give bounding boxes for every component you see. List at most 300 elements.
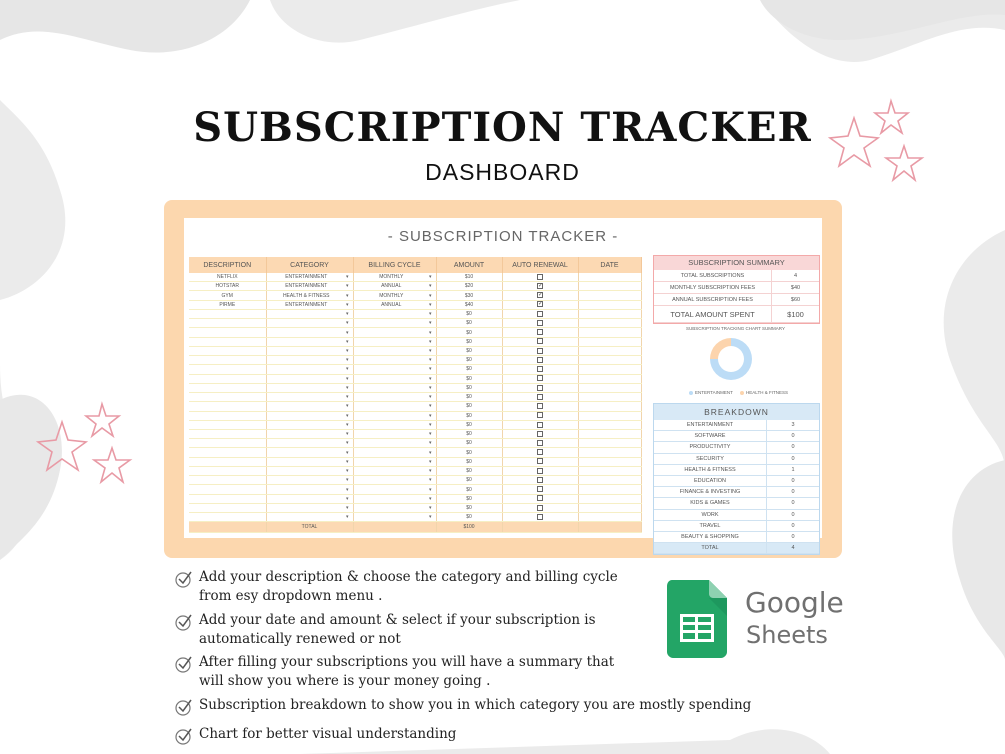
summary-row [654, 282, 819, 294]
summary-label: TOTAL SUBSCRIPTIONS [654, 270, 772, 282]
date-cell[interactable] [578, 457, 641, 466]
breakdown-row [654, 520, 819, 531]
auto-renewal-checkbox[interactable] [537, 403, 543, 409]
category-dropdown[interactable] [266, 300, 353, 309]
table-row [189, 383, 641, 392]
description-cell[interactable] [189, 457, 266, 466]
description-cell[interactable]: GYM [189, 291, 266, 300]
dropdown-caret-icon: ▾ [428, 338, 432, 345]
amount-cell[interactable]: $0 [436, 365, 502, 374]
category-dropdown[interactable] [266, 439, 353, 448]
breakdown-label: WORK [654, 509, 767, 520]
date-cell[interactable] [578, 273, 641, 282]
column-header-amount: AMOUNT [436, 257, 502, 273]
feature-text-line: Add your description & choose the category and billing cycle [199, 569, 618, 585]
google-sheets-icon [667, 580, 727, 658]
billing-cycle-dropdown[interactable] [353, 420, 436, 429]
date-cell[interactable] [578, 448, 641, 457]
table-row [189, 273, 641, 282]
breakdown-label: EDUCATION [654, 475, 767, 486]
description-cell[interactable] [189, 411, 266, 420]
date-cell[interactable] [578, 494, 641, 503]
auto-renewal-checkbox-cell[interactable] [502, 356, 578, 365]
date-cell[interactable] [578, 328, 641, 337]
category-dropdown[interactable] [266, 374, 353, 383]
table-row [189, 328, 641, 337]
auto-renewal-checkbox[interactable] [537, 514, 543, 520]
amount-cell[interactable]: $0 [436, 337, 502, 346]
category-dropdown[interactable] [266, 485, 353, 494]
dropdown-caret-icon: ▾ [428, 514, 432, 521]
description-cell[interactable] [189, 356, 266, 365]
date-cell[interactable] [578, 374, 641, 383]
summary-total-label: TOTAL AMOUNT SPENT [654, 306, 772, 323]
description-cell[interactable] [189, 402, 266, 411]
category-dropdown[interactable] [266, 448, 353, 457]
billing-value: ANNUAL [381, 301, 402, 308]
auto-renewal-checkbox[interactable] [537, 329, 543, 335]
dropdown-caret-icon: ▾ [345, 301, 349, 308]
category-dropdown[interactable] [266, 393, 353, 402]
amount-cell[interactable]: $0 [436, 485, 502, 494]
amount-cell[interactable]: $0 [436, 374, 502, 383]
billing-value: MONTHLY [379, 292, 404, 299]
dropdown-caret-icon: ▾ [428, 449, 432, 456]
amount-cell[interactable]: $0 [436, 476, 502, 485]
table-row [189, 457, 641, 466]
auto-renewal-checkbox-cell[interactable] [502, 300, 578, 309]
breakdown-value: 0 [767, 453, 820, 464]
dropdown-caret-icon: ▾ [428, 477, 432, 484]
billing-cycle-dropdown[interactable] [353, 457, 436, 466]
table-row [189, 439, 641, 448]
dropdown-caret-icon: ▾ [428, 495, 432, 502]
amount-cell[interactable]: $0 [436, 346, 502, 355]
check-circle-icon [175, 727, 193, 745]
category-dropdown[interactable] [266, 282, 353, 291]
billing-cycle-dropdown[interactable] [353, 356, 436, 365]
amount-cell[interactable]: $0 [436, 494, 502, 503]
billing-value: MONTHLY [379, 274, 404, 281]
category-dropdown[interactable] [266, 402, 353, 411]
star-icon [886, 146, 922, 180]
breakdown-row [654, 431, 819, 442]
star-icon [875, 101, 908, 133]
table-total-row [189, 522, 641, 533]
auto-renewal-checkbox-cell[interactable] [502, 383, 578, 392]
dropdown-caret-icon: ▾ [428, 440, 432, 447]
breakdown-value: 0 [767, 431, 820, 442]
check-circle-icon [175, 613, 193, 631]
auto-renewal-checkbox[interactable] [537, 375, 543, 381]
table-row [189, 476, 641, 485]
billing-cycle-dropdown[interactable] [353, 476, 436, 485]
category-dropdown[interactable] [266, 273, 353, 282]
auto-renewal-checkbox[interactable] [537, 422, 543, 428]
breakdown-title: BREAKDOWN [654, 404, 819, 420]
summary-label: MONTHLY SUBSCRIPTION FEES [654, 282, 772, 294]
category-dropdown[interactable] [266, 309, 353, 318]
auto-renewal-checkbox-cell[interactable] [502, 309, 578, 318]
amount-cell[interactable]: $0 [436, 429, 502, 438]
auto-renewal-checkbox[interactable] [537, 311, 543, 317]
breakdown-label: HEALTH & FITNESS [654, 464, 767, 475]
dropdown-caret-icon: ▾ [345, 384, 349, 391]
amount-cell[interactable]: $40 [436, 300, 502, 309]
amount-cell[interactable]: $0 [436, 393, 502, 402]
auto-renewal-checkbox-cell[interactable] [502, 337, 578, 346]
description-cell[interactable] [189, 448, 266, 457]
table-row [189, 282, 641, 291]
table-row [189, 448, 641, 457]
description-cell[interactable] [189, 503, 266, 512]
auto-renewal-checkbox[interactable] [537, 320, 543, 326]
feature-text-line: will show you where is your money going . [199, 673, 491, 689]
category-dropdown[interactable] [266, 411, 353, 420]
date-cell[interactable] [578, 439, 641, 448]
auto-renewal-checkbox-cell[interactable] [502, 476, 578, 485]
table-header-row [189, 257, 641, 273]
summary-value: 4 [772, 270, 820, 282]
breakdown-value: 0 [767, 520, 820, 531]
date-cell[interactable] [578, 356, 641, 365]
date-cell[interactable] [578, 383, 641, 392]
billing-cycle-dropdown[interactable] [353, 300, 436, 309]
column-header-description: DESCRIPTION [189, 257, 266, 273]
description-cell[interactable] [189, 513, 266, 522]
dropdown-caret-icon: ▾ [345, 292, 349, 299]
amount-cell[interactable]: $0 [436, 402, 502, 411]
column-header-date: DATE [578, 257, 641, 273]
breakdown-value: 0 [767, 531, 820, 542]
date-cell[interactable] [578, 402, 641, 411]
date-cell[interactable] [578, 282, 641, 291]
category-dropdown[interactable] [266, 346, 353, 355]
dropdown-caret-icon: ▾ [428, 292, 432, 299]
billing-cycle-dropdown[interactable] [353, 319, 436, 328]
category-dropdown[interactable] [266, 429, 353, 438]
subscription-table [189, 257, 642, 533]
auto-renewal-checkbox[interactable] [537, 458, 543, 464]
auto-renewal-checkbox-cell[interactable] [502, 411, 578, 420]
description-cell[interactable] [189, 328, 266, 337]
dropdown-caret-icon: ▾ [428, 394, 432, 401]
billing-cycle-dropdown[interactable] [353, 513, 436, 522]
description-cell[interactable] [189, 383, 266, 392]
breakdown-label: ENTERTAINMENT [654, 420, 767, 431]
breakdown-label: FINANCE & INVESTING [654, 487, 767, 498]
auto-renewal-checkbox[interactable] [537, 412, 543, 418]
auto-renewal-checkbox-cell[interactable] [502, 494, 578, 503]
feature-text-line: Chart for better visual understanding [199, 726, 457, 742]
auto-renewal-checkbox-cell[interactable] [502, 485, 578, 494]
amount-cell[interactable]: $0 [436, 503, 502, 512]
auto-renewal-checkbox[interactable] [537, 366, 543, 372]
table-row [189, 337, 641, 346]
description-cell[interactable] [189, 365, 266, 374]
dropdown-caret-icon: ▾ [345, 311, 349, 318]
amount-cell[interactable]: $0 [436, 356, 502, 365]
breakdown-row [654, 442, 819, 453]
star-icon [38, 422, 86, 470]
date-cell[interactable] [578, 476, 641, 485]
auto-renewal-checkbox[interactable] [537, 449, 543, 455]
billing-cycle-dropdown[interactable] [353, 429, 436, 438]
date-cell[interactable] [578, 503, 641, 512]
amount-cell[interactable]: $0 [436, 319, 502, 328]
table-row [189, 485, 641, 494]
description-cell[interactable] [189, 466, 266, 475]
date-cell[interactable] [578, 309, 641, 318]
table-row [189, 402, 641, 411]
auto-renewal-checkbox[interactable] [537, 338, 543, 344]
date-cell[interactable] [578, 291, 641, 300]
amount-cell[interactable]: $10 [436, 273, 502, 282]
auto-renewal-checkbox-cell[interactable] [502, 393, 578, 402]
auto-renewal-checkbox-cell[interactable] [502, 273, 578, 282]
auto-renewal-checkbox-cell[interactable] [502, 457, 578, 466]
auto-renewal-checkbox[interactable] [537, 477, 543, 483]
breakdown-panel [653, 403, 820, 555]
auto-renewal-checkbox-cell[interactable] [502, 402, 578, 411]
auto-renewal-checkbox[interactable]: ✓ [538, 292, 544, 299]
table-row [189, 420, 641, 429]
date-cell[interactable] [578, 393, 641, 402]
feature-text-line: Add your date and amount & select if your subscription is [199, 612, 596, 628]
description-cell[interactable] [189, 429, 266, 438]
billing-cycle-dropdown[interactable] [353, 374, 436, 383]
auto-renewal-checkbox[interactable] [537, 440, 543, 446]
category-dropdown[interactable] [266, 337, 353, 346]
description-cell[interactable] [189, 374, 266, 383]
table-row [189, 300, 641, 309]
date-cell[interactable] [578, 337, 641, 346]
breakdown-total-row [654, 543, 819, 554]
date-cell[interactable] [578, 411, 641, 420]
category-dropdown[interactable] [266, 291, 353, 300]
description-cell[interactable] [189, 494, 266, 503]
category-dropdown[interactable] [266, 328, 353, 337]
auto-renewal-checkbox-cell[interactable] [502, 346, 578, 355]
auto-renewal-checkbox[interactable] [537, 431, 543, 437]
auto-renewal-checkbox-cell[interactable] [502, 282, 578, 291]
table-row [189, 319, 641, 328]
billing-cycle-dropdown[interactable] [353, 291, 436, 300]
table-row [189, 466, 641, 475]
breakdown-label: BEAUTY & SHOPPING [654, 531, 767, 542]
table-row [189, 291, 641, 300]
description-cell[interactable] [189, 485, 266, 494]
description-cell[interactable]: PIRME [189, 300, 266, 309]
dropdown-caret-icon: ▾ [428, 357, 432, 364]
billing-cycle-dropdown[interactable] [353, 466, 436, 475]
auto-renewal-checkbox-cell[interactable] [502, 466, 578, 475]
billing-cycle-dropdown[interactable] [353, 282, 436, 291]
category-value: ENTERTAINMENT [285, 274, 328, 281]
breakdown-value: 0 [767, 475, 820, 486]
dropdown-caret-icon: ▾ [345, 329, 349, 336]
description-cell[interactable]: NETFLIX [189, 273, 266, 282]
column-header-category: CATEGORY [266, 257, 353, 273]
billing-cycle-dropdown[interactable] [353, 328, 436, 337]
billing-cycle-dropdown[interactable] [353, 402, 436, 411]
billing-cycle-dropdown[interactable] [353, 494, 436, 503]
amount-cell[interactable]: $0 [436, 420, 502, 429]
breakdown-row [654, 453, 819, 464]
category-dropdown[interactable] [266, 513, 353, 522]
legend-swatch-health-fitness [740, 391, 744, 395]
billing-cycle-dropdown[interactable] [353, 337, 436, 346]
date-cell[interactable] [578, 485, 641, 494]
amount-cell[interactable]: $0 [436, 513, 502, 522]
date-cell[interactable] [578, 319, 641, 328]
dropdown-caret-icon: ▾ [428, 329, 432, 336]
category-dropdown[interactable] [266, 365, 353, 374]
date-cell[interactable] [578, 420, 641, 429]
auto-renewal-checkbox-cell[interactable] [502, 503, 578, 512]
auto-renewal-checkbox-cell[interactable] [502, 513, 578, 522]
description-cell[interactable] [189, 476, 266, 485]
category-dropdown[interactable] [266, 457, 353, 466]
description-cell[interactable]: HOTSTAR [189, 282, 266, 291]
breakdown-value: 3 [767, 420, 820, 431]
category-dropdown[interactable] [266, 476, 353, 485]
description-cell[interactable] [189, 337, 266, 346]
dropdown-caret-icon: ▾ [345, 477, 349, 484]
breakdown-row [654, 487, 819, 498]
date-cell[interactable] [578, 513, 641, 522]
table-row [189, 309, 641, 318]
breakdown-row [654, 509, 819, 520]
brand-name-google: Google [745, 586, 844, 619]
amount-cell[interactable]: $0 [436, 466, 502, 475]
auto-renewal-checkbox[interactable] [537, 495, 543, 501]
auto-renewal-checkbox[interactable] [537, 505, 543, 511]
spreadsheet-preview [184, 218, 822, 552]
total-amount: $100 [436, 522, 502, 533]
date-cell[interactable] [578, 365, 641, 374]
billing-cycle-dropdown[interactable] [353, 448, 436, 457]
amount-cell[interactable]: $0 [436, 448, 502, 457]
auto-renewal-checkbox[interactable] [537, 394, 543, 400]
auto-renewal-checkbox[interactable] [537, 468, 543, 474]
star-icon [830, 118, 878, 166]
auto-renewal-checkbox[interactable] [537, 357, 543, 363]
billing-cycle-dropdown[interactable] [353, 411, 436, 420]
breakdown-label: PRODUCTIVITY [654, 442, 767, 453]
dropdown-caret-icon: ▾ [345, 421, 349, 428]
category-dropdown[interactable] [266, 503, 353, 512]
dropdown-caret-icon: ▾ [428, 486, 432, 493]
auto-renewal-checkbox[interactable] [537, 348, 543, 354]
description-cell[interactable] [189, 420, 266, 429]
amount-cell[interactable]: $0 [436, 439, 502, 448]
amount-cell[interactable]: $20 [436, 282, 502, 291]
description-cell[interactable] [189, 439, 266, 448]
auto-renewal-checkbox-cell[interactable] [502, 319, 578, 328]
auto-renewal-checkbox[interactable]: ✓ [538, 301, 544, 308]
category-value: ENTERTAINMENT [285, 301, 328, 308]
auto-renewal-checkbox[interactable] [537, 486, 543, 492]
category-dropdown[interactable] [266, 494, 353, 503]
date-cell[interactable] [578, 466, 641, 475]
dropdown-caret-icon: ▾ [345, 366, 349, 373]
billing-cycle-dropdown[interactable] [353, 383, 436, 392]
dropdown-caret-icon: ▾ [428, 366, 432, 373]
amount-cell[interactable]: $0 [436, 309, 502, 318]
category-dropdown[interactable] [266, 420, 353, 429]
dropdown-caret-icon: ▾ [345, 338, 349, 345]
auto-renewal-checkbox[interactable] [537, 385, 543, 391]
billing-cycle-dropdown[interactable] [353, 273, 436, 282]
auto-renewal-checkbox[interactable] [537, 274, 543, 280]
description-cell[interactable] [189, 393, 266, 402]
billing-cycle-dropdown[interactable] [353, 309, 436, 318]
dropdown-caret-icon: ▾ [345, 495, 349, 502]
column-header-auto-renewal: AUTO RENEWAL [502, 257, 578, 273]
date-cell[interactable] [578, 300, 641, 309]
summary-value: $60 [772, 294, 820, 306]
dropdown-caret-icon: ▾ [428, 320, 432, 327]
category-dropdown[interactable] [266, 466, 353, 475]
category-dropdown[interactable] [266, 356, 353, 365]
description-cell[interactable] [189, 319, 266, 328]
check-circle-icon [175, 655, 193, 673]
amount-cell[interactable]: $30 [436, 291, 502, 300]
amount-cell[interactable]: $0 [436, 328, 502, 337]
amount-cell[interactable]: $0 [436, 457, 502, 466]
legend-label-health-fitness: HEALTH & FITNESS [746, 390, 788, 395]
dropdown-caret-icon: ▾ [345, 283, 349, 290]
auto-renewal-checkbox-cell[interactable] [502, 328, 578, 337]
auto-renewal-checkbox-cell[interactable] [502, 439, 578, 448]
billing-cycle-dropdown[interactable] [353, 503, 436, 512]
dropdown-caret-icon: ▾ [345, 486, 349, 493]
description-cell[interactable] [189, 309, 266, 318]
auto-renewal-checkbox-cell[interactable] [502, 429, 578, 438]
billing-cycle-dropdown[interactable] [353, 365, 436, 374]
date-cell[interactable] [578, 429, 641, 438]
auto-renewal-checkbox-cell[interactable] [502, 365, 578, 374]
auto-renewal-checkbox[interactable]: ✓ [538, 283, 544, 290]
auto-renewal-checkbox-cell[interactable] [502, 448, 578, 457]
category-dropdown[interactable] [266, 383, 353, 392]
breakdown-label: SOFTWARE [654, 431, 767, 442]
amount-cell[interactable]: $0 [436, 383, 502, 392]
category-dropdown[interactable] [266, 319, 353, 328]
auto-renewal-checkbox-cell[interactable] [502, 291, 578, 300]
breakdown-label: TRAVEL [654, 520, 767, 531]
breakdown-label: SECURITY [654, 453, 767, 464]
dropdown-caret-icon: ▾ [345, 347, 349, 354]
description-cell[interactable] [189, 346, 266, 355]
date-cell[interactable] [578, 346, 641, 355]
billing-cycle-dropdown[interactable] [353, 485, 436, 494]
star-doodles-right [826, 96, 936, 196]
auto-renewal-checkbox-cell[interactable] [502, 420, 578, 429]
summary-title: SUBSCRIPTION SUMMARY [654, 256, 819, 270]
dropdown-caret-icon: ▾ [428, 431, 432, 438]
billing-cycle-dropdown[interactable] [353, 439, 436, 448]
amount-cell[interactable]: $0 [436, 411, 502, 420]
breakdown-row [654, 464, 819, 475]
auto-renewal-checkbox-cell[interactable] [502, 374, 578, 383]
dropdown-caret-icon: ▾ [428, 347, 432, 354]
billing-cycle-dropdown[interactable] [353, 346, 436, 355]
dropdown-caret-icon: ▾ [428, 301, 432, 308]
summary-label: ANNUAL SUBSCRIPTION FEES [654, 294, 772, 306]
billing-cycle-dropdown[interactable] [353, 393, 436, 402]
